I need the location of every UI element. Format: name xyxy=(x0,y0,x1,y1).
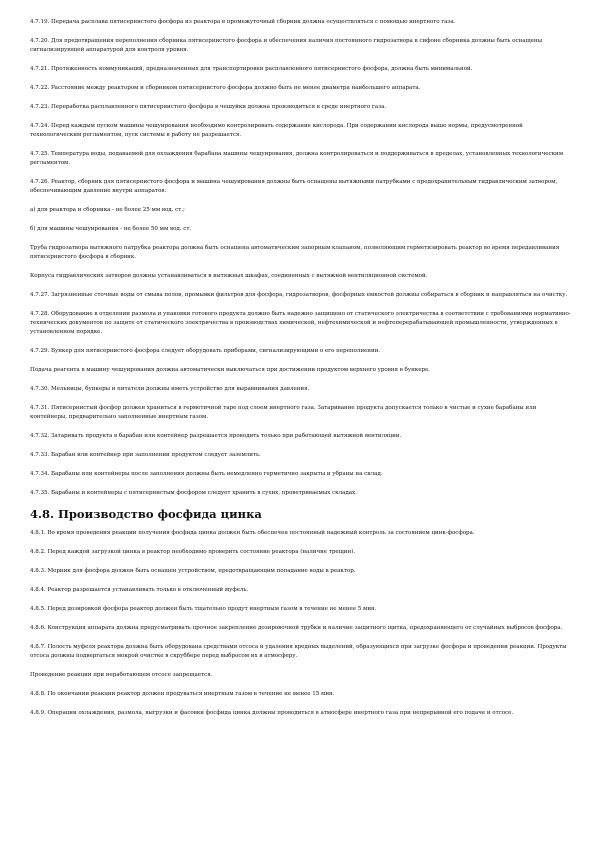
paragraph-4-7-26-pipe: Труба гидрозатвора вытяжного патрубка реактора должна быть оснащена автоматическим запорным клапаном, позволяющим герметизировать реактор во время передавливания пятисернистого фосфора в сборник. xyxy=(30,245,560,260)
paragraph-4-7-31: 4.7.31. Пятисернистый фосфор должен храниться в герметичной таре под слоем инертного газа. Затаривание продукта допускается только в чистые и сухие барабаны или контейнеры, предварительно заполненные инертным газом. xyxy=(30,405,537,420)
paragraph-4-7-27: 4.7.27. Загрязненные сточные воды от смыва полов, промывки фильтров для фосфора, гидрозатворов, фосфорных емкостей должны собираться в сборник и направляться на очистку. xyxy=(30,292,568,298)
paragraph-4-7-23: 4.7.23. Переработка расплавленного пятисернистого фосфора в чешуйки должна производиться в среде инертного газа. xyxy=(30,104,387,110)
paragraph-4-7-35: 4.7.35. Барабаны и контейнеры с пятисернистым фосфором следует хранить в сухих, проветриваемых складах. xyxy=(30,490,357,496)
paragraph-4-7-32: 4.7.32. Затаривать продукта в барабан или контейнер разрешается проводить только при работающей вытяжной вентиляции. xyxy=(30,433,402,439)
paragraph-4-7-28: 4.7.28. Оборудование в отделении размола и упаковки готового продукта должно быть надежно защищено от статического электричества в соответствии с требованиями нормативно-технических документов по защите от статического электричества в производствах химической, нефтехимической и нефтеперерабатывающей промышленности, утвержденных в установленном порядке. xyxy=(30,311,571,335)
paragraph-4-7-34: 4.7.34. Барабаны или контейнеры после заполнения должны быть немедленно герметично закрыты и убраны на склад. xyxy=(30,471,383,477)
paragraph-4-8-7: 4.8.7. Полость муфеля реактора должна быть оборудована средствами отсоса и удаления вредных выделений, образующихся при загрузке фосфора и проведении реакции. Продукты отсоса должны подвергаться мокрой очистке в скруббере перед выбросом их в атмосферу. xyxy=(30,644,567,659)
section-heading-4-8: 4.8. Производство фосфида цинка xyxy=(30,507,262,521)
paragraph-4-7-22: 4.7.22. Расстояние между реактором и сборником пятисернистого фосфора должно быть не менее диаметра наибольшего аппарата. xyxy=(30,85,421,91)
section-4-7-paragraphs xyxy=(30,18,575,498)
paragraph-4-7-26: 4.7.26. Реактор, сборник для пятисернистого фосфора и машина чешуирования должны быть оснащены вытяжными патрубками с предохранительным гидравлическим затвором, обеспечивающим давление внутри аппаратов: xyxy=(30,179,558,194)
paragraph-4-8-3: 4.8.3. Мерник для фосфора должен быть оснащен устройством, предотвращающим попадание воды в реактор. xyxy=(30,568,356,574)
paragraph-4-7-19: 4.7.19. Передача расплава пятисернистого фосфора из реактора в промежуточный сборник должна осуществляться с помощью инертного газа. xyxy=(30,19,456,25)
paragraph-4-7-26-housings: Корпуса гидравлических затворов должны устанавливаться в вытяжных шкафах, соединенных с вытяжной вентиляционной системой. xyxy=(30,273,428,279)
paragraph-4-8-9: 4.8.9. Операции охлаждения, размола, выгрузки и фасовки фосфида цинка должны проводиться в атмосфере инертного газа при непрерывной его подаче и отсосе. xyxy=(30,710,514,716)
section-4-8-paragraphs xyxy=(30,529,575,718)
paragraph-4-8-1: 4.8.1. Во время проведения реакции получения фосфида цинка должен быть обеспечен постоянный надежный контроль за состоянием цинк-фосфора. xyxy=(30,530,475,536)
paragraph-4-8-6: 4.8.6. Конструкция аппарата должна предусматривать прочное закрепление дозировочной трубки и наличие защитного щитка, предохраняющего от случайных выбросов фосфора. xyxy=(30,625,563,631)
paragraph-4-8-4: 4.8.4. Реактор разрешается устанавливать только в отключенный муфель. xyxy=(30,587,249,593)
paragraph-4-8-8: 4.8.8. По окончании реакции реактор должен продуваться инертным газом в течение не менее 15 мин. xyxy=(30,691,335,697)
paragraph-4-7-30: 4.7.30. Мельницы, бункеры и питатели должны иметь устройство для выравнивания давления. xyxy=(30,386,310,392)
paragraph-4-7-21: 4.7.21. Протяженность коммуникаций, предназначенных для транспортировки расплавленного пятисернистого фосфора, должна быть минимальной. xyxy=(30,66,473,72)
paragraph-4-8-7-note: Проведение реакции при неработающем отсосе запрещается. xyxy=(30,672,213,678)
paragraph-4-7-26-b: б) для машины чешуирования - не более 50 мм вод. ст. xyxy=(30,226,192,232)
paragraph-4-7-29: 4.7.29. Бункер для пятисернистого фосфора следует оборудовать приборами, сигнализирующими о его переполнении. xyxy=(30,348,381,354)
paragraph-4-8-5: 4.8.5. Перед дозировкой фосфора реактор должен быть тщательно продут инертным газом в течение не менее 5 мин. xyxy=(30,606,377,612)
paragraph-4-7-24: 4.7.24. Перед каждым пуском машины чешуирования необходимо контролировать содержание кислорода. При содержании кислорода выше нормы, предусмотренной технологическим регламентом, пуск системы в работу не разрешается. xyxy=(30,123,523,138)
paragraph-4-7-29-supply: Подача реагента в машину чешуирования должна автоматически выключаться при достижении продуктом верхнего уровня в бункере. xyxy=(30,367,431,373)
paragraph-4-7-25: 4.7.25. Температура воды, подаваемой для охлаждения барабана машины чешуирования, должна контролироваться и поддерживаться в пределах, установленных технологическим регламентом. xyxy=(30,151,564,166)
paragraph-4-7-33: 4.7.33. Барабан или контейнер при заполнении продуктом следует заземлить. xyxy=(30,452,261,458)
paragraph-4-7-26-a: а) для реактора и сборника - не более 25 мм вод. ст.; xyxy=(30,207,185,213)
paragraph-4-8-2: 4.8.2. Перед каждой загрузкой цинка в реактор необходимо проверить состояние реактора (наличие трещин). xyxy=(30,549,356,555)
paragraph-4-7-20: 4.7.20. Для предотвращения переполнения сборника пятисернистого фосфора и обеспечения наличия постоянного гидрозатвора в сифоне сборника должны быть оснащены сигнализирующей аппаратурой для контроля уровня. xyxy=(30,38,542,53)
